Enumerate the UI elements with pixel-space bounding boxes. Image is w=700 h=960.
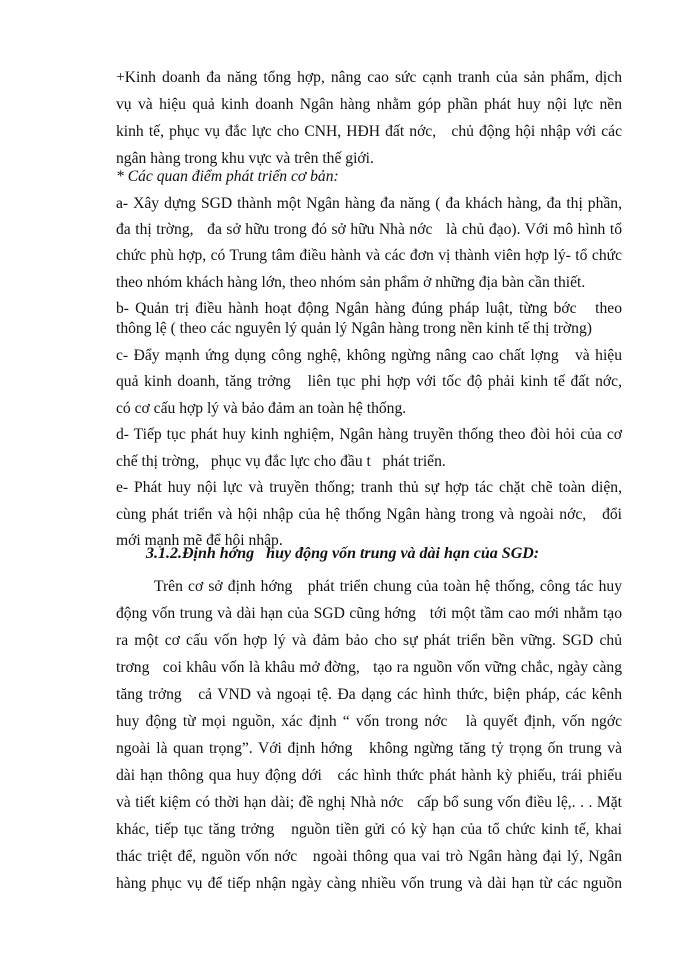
section-heading: 3.1.2.Định hớng huy động vốn trung và dài hạn của SGD:	[146, 545, 540, 562]
text-line: Trên cơ sở định hớng phát triển chung của toàn hệ thống, công tác huy	[154, 578, 622, 595]
text-line: quả kinh doanh, tăng trởng liên tục phi hợp với tốc độ phải kinh tế đất nớc,	[116, 373, 622, 390]
text-line: +Kinh doanh đa năng tổng hợp, nâng cao sức cạnh tranh của sản phẩm, dịch	[116, 69, 622, 86]
subheading: * Các quan điểm phát triển cơ bản:	[116, 168, 339, 185]
text-line: kinh tế, phục vụ đắc lực cho CNH, HĐH đất nớc, chủ động hội nhập với các	[116, 123, 622, 140]
text-line: và tiết kiệm có thời hạn dài; đề nghị Nhà nớc cấp bổ sung vốn điều lệ,. . . Mặt	[116, 794, 622, 811]
text-line: ngân hàng trong khu vực và trên thế giới.	[116, 150, 374, 167]
text-line: e- Phát huy nội lực và truyền thống; tranh thủ sự hợp tác chặt chẽ toàn diện,	[116, 479, 622, 496]
text-line: ra một cơ cấu vốn hợp lý và đảm bảo cho sự phát triển bền vững. SGD chủ	[116, 632, 622, 649]
text-line: khác, tiếp tục tăng trởng nguồn tiền gửi có kỳ hạn của tổ chức kinh tế, khai	[116, 821, 622, 838]
text-line: tăng trởng cả VND và ngoại tệ. Đa dạng các hình thức, biện pháp, các kênh	[116, 686, 622, 703]
text-line: ngoài là quan trọng”. Với định hớng không ngừng tăng tỷ trọng ốn trung và	[116, 740, 622, 757]
text-line: chức phù hợp, có Trung tâm điều hành và các đơn vị thành viên hợp lý- tổ chức	[116, 247, 622, 264]
text-line: thông lệ ( theo các nguyên lý quản lý Ngân hàng trong nền kinh tế thị trờng)	[116, 320, 592, 337]
text-line: dài hạn thông qua huy động dới các hình thức phát hành kỳ phiếu, trái phiếu	[116, 767, 622, 784]
text-line: d- Tiếp tục phát huy kinh nghiệm, Ngân hàng truyền thống theo đòi hỏi của cơ	[116, 426, 622, 443]
text-line: thác triệt để, nguồn vốn nớc ngoài thông qua vai trò Ngân hàng đại lý, Ngân	[116, 848, 622, 865]
text-line: b- Quản trị điều hành hoạt động Ngân hàng đúng pháp luật, từng bớc theo	[116, 300, 622, 317]
text-line: có cơ cấu hợp lý và bảo đảm an toàn hệ thống.	[116, 400, 407, 417]
text-line: trơng coi khâu vốn là khâu mở đờng, tạo ra nguồn vốn vững chắc, ngày càng	[116, 659, 622, 676]
text-line: c- Đẩy mạnh ứng dụng công nghệ, không ngừng nâng cao chất lợng và hiệu	[116, 347, 622, 364]
text-line: hàng phục vụ để tiếp nhận ngày càng nhiều vốn trung và dài hạn từ các nguồn	[116, 875, 622, 892]
text-line: cùng phát triển và hội nhập của hệ thống Ngân hàng trong và ngoài nớc, đổi	[116, 506, 622, 523]
text-line: theo nhóm khách hàng lớn, theo nhóm sản phẩm ở những địa bàn cần thiết.	[116, 274, 586, 291]
text-line: vụ và hiệu quả kinh doanh Ngân hàng nhằm góp phần phát huy nội lực nền	[116, 96, 622, 113]
text-line: động vốn trung và dài hạn của SGD cũng hớng tới một tầm cao mới nhằm tạo	[116, 605, 622, 622]
text-line: mới mạnh mẽ để hội nhập.	[116, 532, 283, 549]
text-line: huy động từ mọi nguồn, xác định “ vốn trong nớc là quyết định, vốn ngớc	[116, 713, 622, 730]
text-line: đa thị trờng, đa sở hữu trong đó sở hữu Nhà nớc là chủ đạo). Với mô hình tổ	[116, 221, 622, 238]
text-line: chế thị trờng, phục vụ đắc lực cho đầu t phát triển.	[116, 453, 446, 470]
text-line: a- Xây dựng SGD thành một Ngân hàng đa năng ( đa khách hàng, đa thị phần,	[116, 195, 622, 212]
